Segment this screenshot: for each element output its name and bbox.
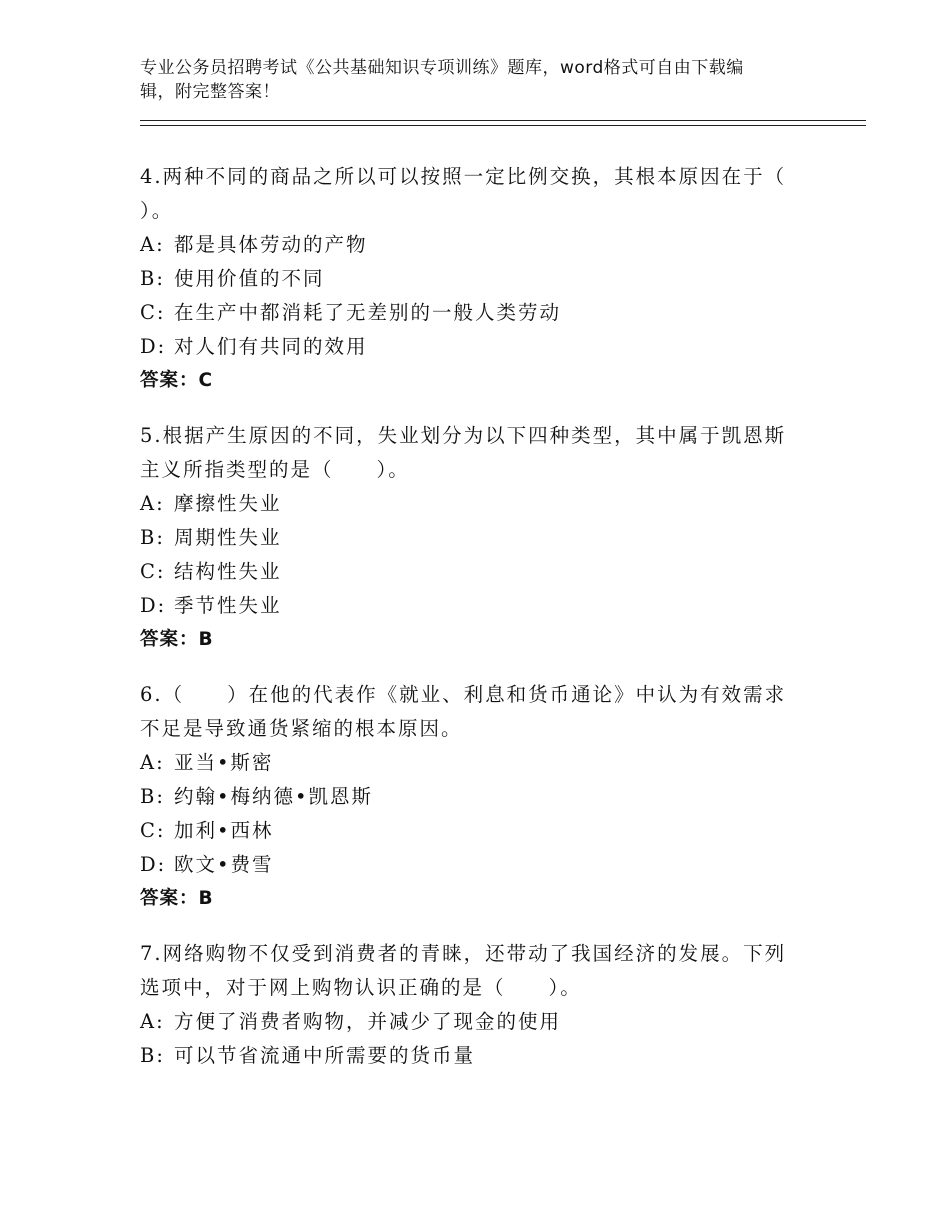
option-text: 周期性失业 bbox=[174, 526, 282, 549]
question-7 bbox=[140, 937, 820, 1073]
option-text: 结构性失业 bbox=[174, 560, 282, 583]
question-6 bbox=[140, 678, 820, 916]
option-b bbox=[140, 521, 820, 555]
option-text: 对人们有共同的效用 bbox=[174, 335, 368, 358]
question-list bbox=[140, 160, 820, 1094]
question-4 bbox=[140, 160, 820, 398]
option-d bbox=[140, 848, 820, 882]
option-letter: D: bbox=[140, 853, 167, 876]
answer-line: 答案：C bbox=[140, 370, 214, 391]
option-b bbox=[140, 780, 820, 814]
option-c bbox=[140, 555, 820, 589]
answer-line: 答案：B bbox=[140, 629, 214, 650]
option-letter: C: bbox=[140, 560, 166, 583]
header-line-1: 专业公务员招聘考试《公共基础知识专项训练》题库，word格式可自由下载编 bbox=[140, 58, 744, 78]
option-text: 可以节省流通中所需要的货币量 bbox=[174, 1044, 476, 1067]
stem-line: 6.（ ）在他的代表作《就业、利息和货币通论》中认为有效需求 bbox=[140, 683, 787, 706]
option-d bbox=[140, 330, 820, 364]
option-letter: A: bbox=[140, 1010, 165, 1033]
answer-line: 答案：B bbox=[140, 888, 214, 909]
option-b bbox=[140, 1039, 820, 1073]
option-letter: B: bbox=[140, 1044, 165, 1067]
option-b bbox=[140, 262, 820, 296]
header-divider-top bbox=[140, 120, 866, 121]
question-stem bbox=[140, 678, 820, 746]
option-text: 亚当•斯密 bbox=[174, 751, 274, 774]
option-text: 方便了消费者购物，并减少了现金的使用 bbox=[174, 1010, 562, 1033]
option-text: 都是具体劳动的产物 bbox=[174, 233, 368, 256]
question-5 bbox=[140, 419, 820, 657]
option-letter: A: bbox=[140, 751, 165, 774]
stem-line: 5.根据产生原因的不同，失业划分为以下四种类型，其中属于凯恩斯 bbox=[140, 424, 787, 447]
option-a bbox=[140, 487, 820, 521]
option-c bbox=[140, 814, 820, 848]
header-divider-bottom bbox=[140, 125, 866, 126]
stem-line: 不足是导致通货紧缩的根本原因。 bbox=[140, 717, 463, 740]
header-line-2: 辑，附完整答案！ bbox=[140, 82, 280, 102]
option-text: 约翰•梅纳德•凯恩斯 bbox=[174, 785, 374, 808]
stem-line: 主义所指类型的是（ ）。 bbox=[140, 458, 410, 481]
option-letter: D: bbox=[140, 335, 167, 358]
question-stem bbox=[140, 937, 820, 1005]
option-a bbox=[140, 228, 820, 262]
stem-line: 7.网络购物不仅受到消费者的青睐，还带动了我国经济的发展。下列 bbox=[140, 942, 787, 965]
option-letter: C: bbox=[140, 819, 166, 842]
question-stem bbox=[140, 419, 820, 487]
option-letter: B: bbox=[140, 785, 165, 808]
option-text: 使用价值的不同 bbox=[174, 267, 325, 290]
option-d bbox=[140, 589, 820, 623]
option-text: 季节性失业 bbox=[174, 594, 282, 617]
option-letter: A: bbox=[140, 233, 165, 256]
question-stem bbox=[140, 160, 820, 228]
option-letter: B: bbox=[140, 526, 165, 549]
option-letter: A: bbox=[140, 492, 165, 515]
stem-line: 4.两种不同的商品之所以可以按照一定比例交换，其根本原因在于（ bbox=[140, 165, 787, 188]
option-text: 摩擦性失业 bbox=[174, 492, 282, 515]
option-a bbox=[140, 1005, 820, 1039]
option-a bbox=[140, 746, 820, 780]
option-text: 在生产中都消耗了无差别的一般人类劳动 bbox=[174, 301, 562, 324]
document-header bbox=[140, 56, 790, 104]
stem-line: 选项中，对于网上购物认识正确的是（ ）。 bbox=[140, 976, 582, 999]
option-text: 加利•西林 bbox=[174, 819, 274, 842]
option-letter: C: bbox=[140, 301, 166, 324]
stem-line: ）。 bbox=[140, 199, 174, 222]
option-letter: D: bbox=[140, 594, 167, 617]
option-c bbox=[140, 296, 820, 330]
option-letter: B: bbox=[140, 267, 165, 290]
option-text: 欧文•费雪 bbox=[174, 853, 274, 876]
